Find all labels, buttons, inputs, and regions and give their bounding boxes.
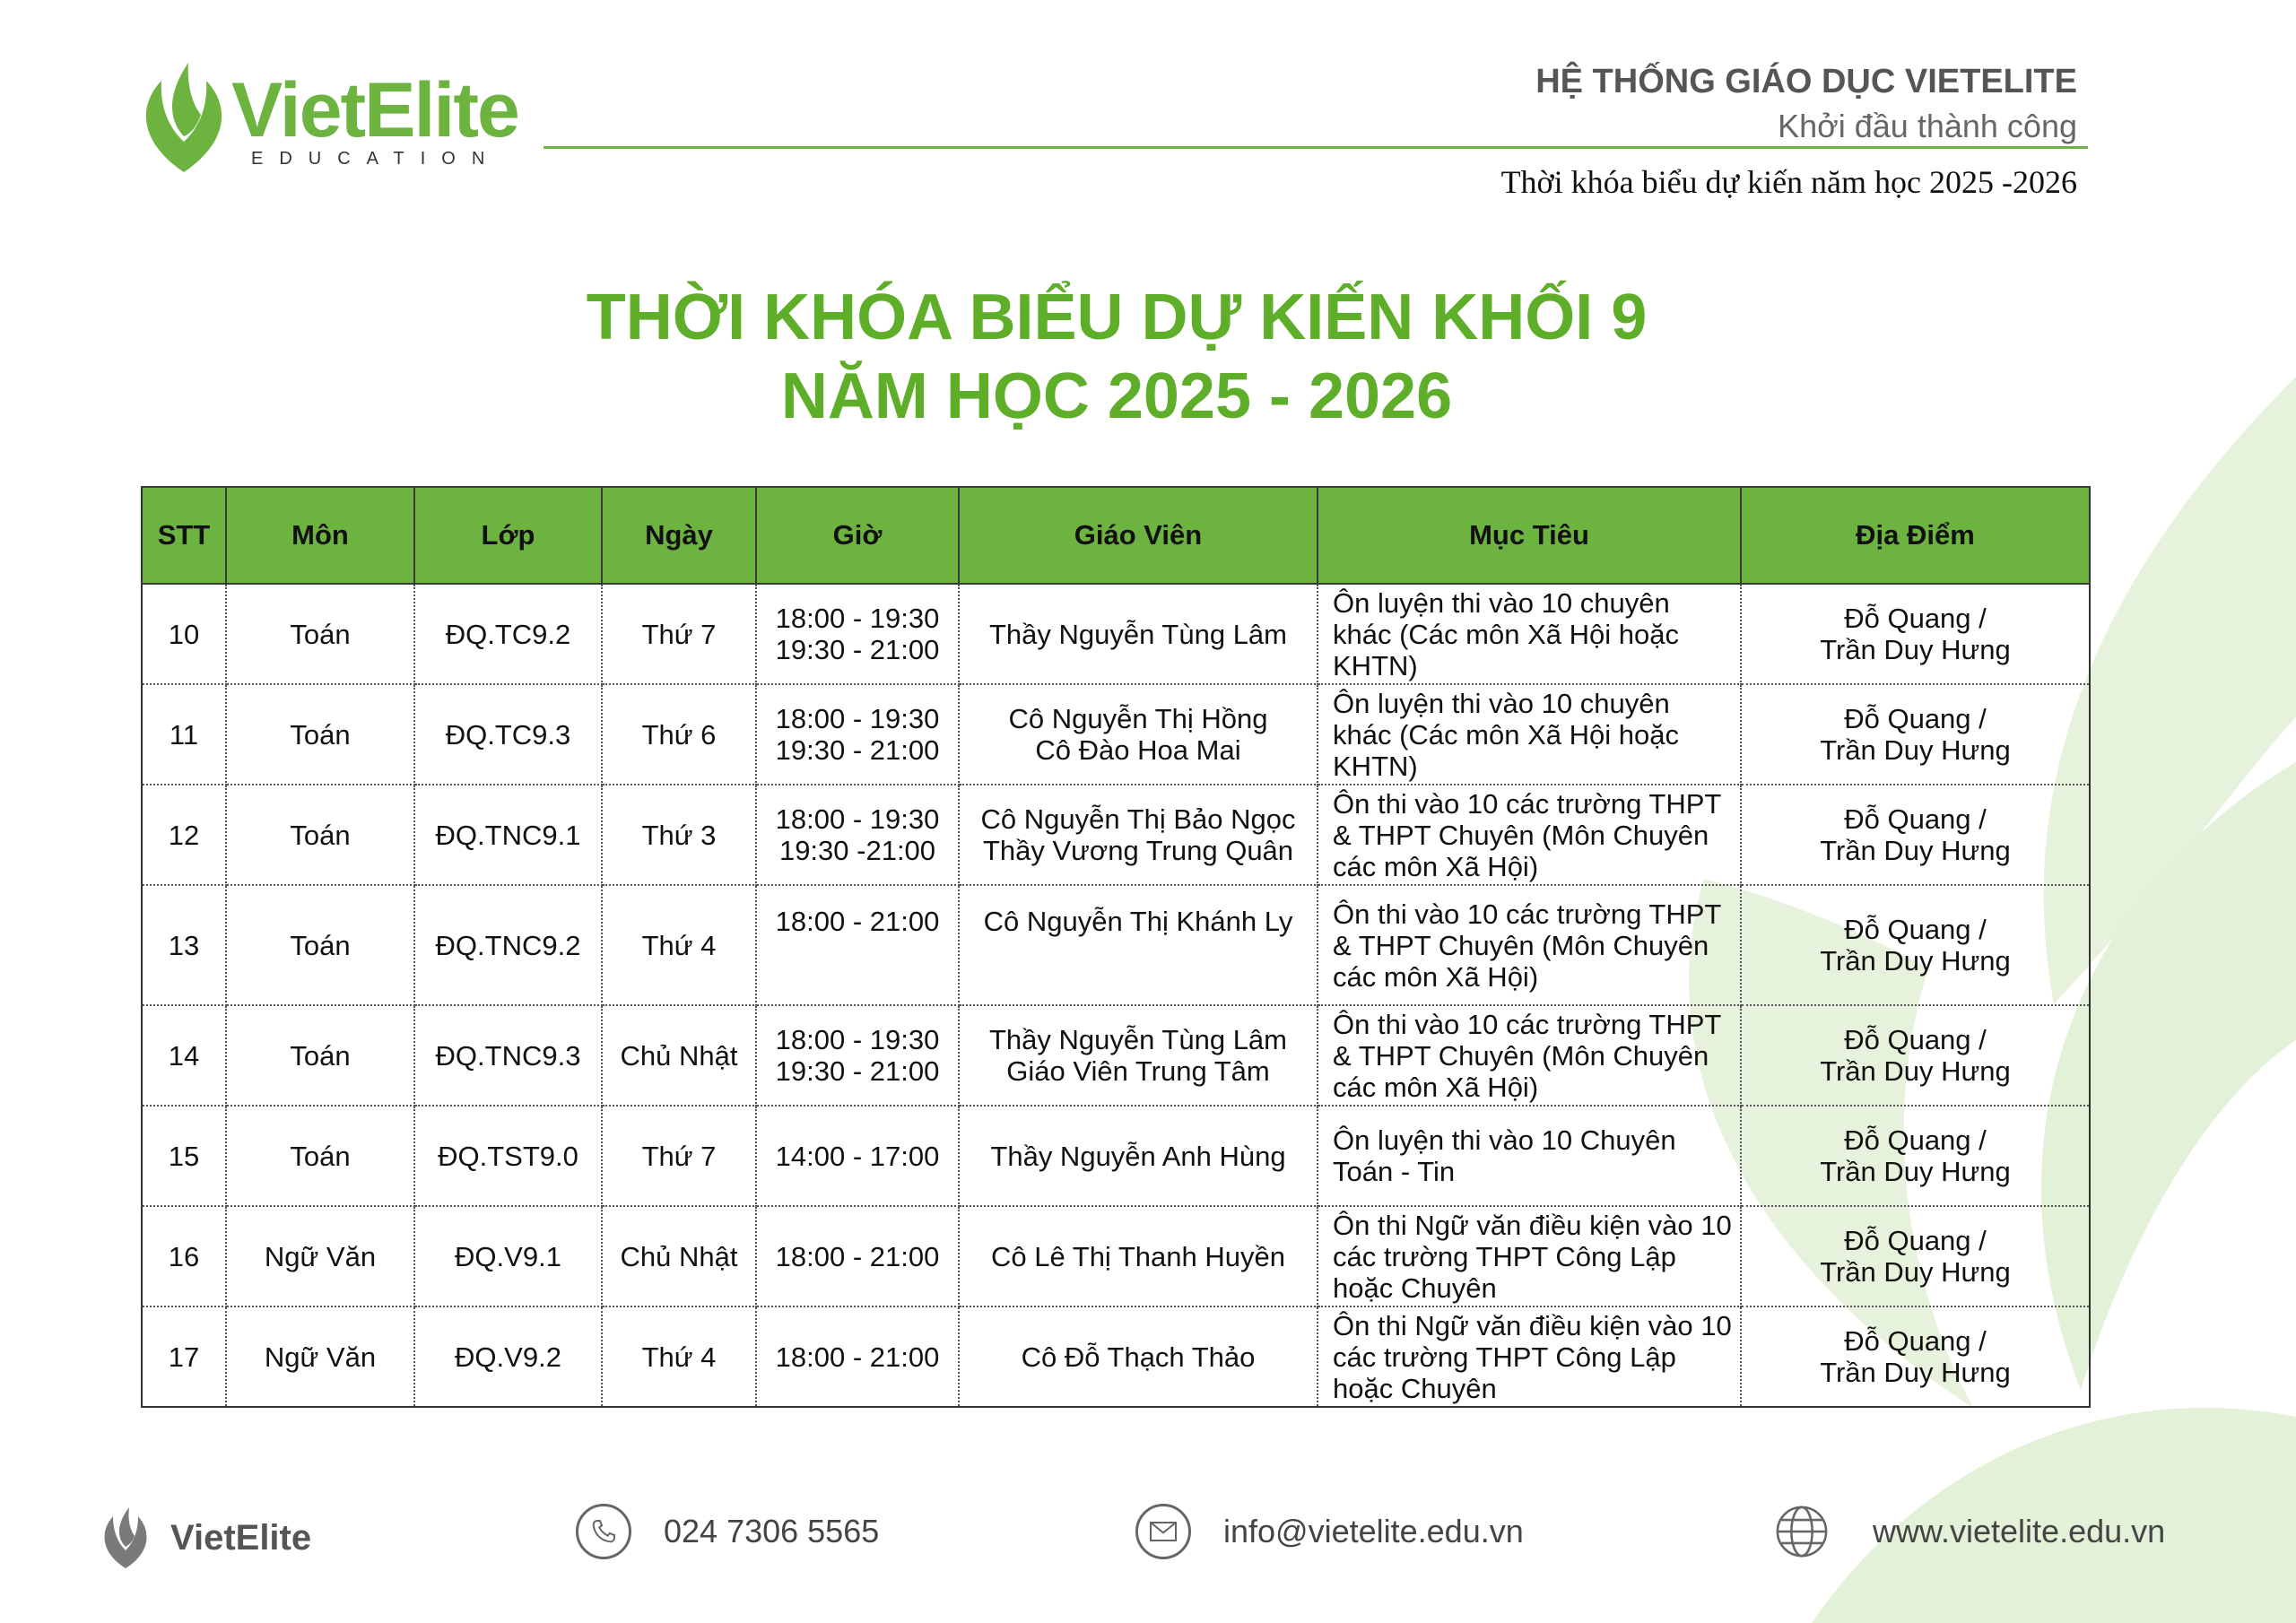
table-row bbox=[142, 785, 2090, 885]
cell-lop: ĐQ.TC9.3 bbox=[414, 684, 602, 785]
page-title-line-1: THỜI KHÓA BIỂU DỰ KIẾN KHỐI 9 bbox=[586, 282, 1648, 353]
cell-mon: Ngữ Văn bbox=[226, 1206, 414, 1306]
footer bbox=[0, 1484, 2296, 1574]
cell-giao-vien bbox=[959, 1306, 1318, 1407]
cell-gio bbox=[756, 584, 959, 684]
time-slot: 18:00 - 21:00 bbox=[775, 1240, 940, 1272]
time-slot: 18:00 - 19:30 bbox=[775, 803, 940, 835]
goal-line: & THPT Chuyên (Môn Chuyên bbox=[1333, 819, 1709, 851]
location-line: Đỗ Quang / bbox=[1844, 1225, 1987, 1256]
location-line: Đỗ Quang / bbox=[1844, 703, 1987, 734]
table-row bbox=[142, 885, 2090, 1005]
slogan: Khởi đầu thành công bbox=[1778, 108, 2077, 144]
cell-stt: 13 bbox=[142, 885, 226, 1005]
cell-ngay: Thứ 7 bbox=[602, 1106, 756, 1206]
goal-line: các môn Xã Hội) bbox=[1333, 1071, 1539, 1103]
location-line: Trần Duy Hưng bbox=[1820, 1055, 2011, 1087]
time-slot: 19:30 - 21:00 bbox=[775, 634, 940, 665]
time-slot: 18:00 - 19:30 bbox=[775, 703, 940, 734]
header-gio: Giờ bbox=[756, 487, 959, 584]
teacher-name: Cô Nguyễn Thị Khánh Ly bbox=[983, 906, 1293, 937]
logo-subtext: EDUCATION bbox=[251, 149, 501, 169]
cell-lop: ĐQ.V9.2 bbox=[414, 1306, 602, 1407]
cell-mon: Ngữ Văn bbox=[226, 1306, 414, 1407]
globe-icon bbox=[1774, 1504, 1830, 1559]
header-divider bbox=[544, 146, 2088, 149]
goal-line: & THPT Chuyên (Môn Chuyên bbox=[1333, 1039, 1709, 1072]
goal-line: Ôn thi Ngữ văn điều kiện vào 10 bbox=[1333, 1209, 1732, 1241]
header-mon: Môn bbox=[226, 487, 414, 584]
cell-mon: Toán bbox=[226, 885, 414, 1005]
cell-dia-diem bbox=[1741, 1206, 2090, 1306]
table-row bbox=[142, 1106, 2090, 1206]
time-slot: 19:30 - 21:00 bbox=[775, 1055, 940, 1087]
header-giao-vien: Giáo Viên bbox=[959, 487, 1318, 584]
cell-ngay: Chủ Nhật bbox=[602, 1005, 756, 1106]
table-row bbox=[142, 584, 2090, 684]
cell-muc-tieu bbox=[1318, 1306, 1741, 1407]
goal-line: Ôn thi Ngữ văn điều kiện vào 10 bbox=[1333, 1309, 1732, 1341]
cell-mon: Toán bbox=[226, 684, 414, 785]
teacher-name: Giáo Viên Trung Tâm bbox=[1006, 1055, 1270, 1087]
footer-website bbox=[1774, 1504, 2165, 1559]
header-lop: Lớp bbox=[414, 487, 602, 584]
cell-giao-vien bbox=[959, 684, 1318, 785]
cell-mon: Toán bbox=[226, 785, 414, 885]
cell-dia-diem bbox=[1741, 684, 2090, 785]
cell-giao-vien bbox=[959, 785, 1318, 885]
goal-line: Ôn luyện thi vào 10 chuyên bbox=[1333, 586, 1670, 619]
goal-line: Ôn luyện thi vào 10 Chuyên bbox=[1333, 1124, 1676, 1156]
cell-dia-diem bbox=[1741, 1106, 2090, 1206]
cell-ngay: Thứ 4 bbox=[602, 1306, 756, 1407]
teacher-name: Cô Nguyễn Thị Hồng bbox=[1008, 703, 1268, 734]
cell-muc-tieu bbox=[1318, 1206, 1741, 1306]
time-slot: 18:00 - 19:30 bbox=[775, 603, 940, 634]
cell-muc-tieu bbox=[1318, 584, 1741, 684]
teacher-name: Cô Đào Hoa Mai bbox=[1035, 734, 1241, 766]
cell-ngay: Thứ 3 bbox=[602, 785, 756, 885]
cell-giao-vien bbox=[959, 1206, 1318, 1306]
location-line: Đỗ Quang / bbox=[1844, 1325, 1987, 1357]
goal-line: các trường THPT Công Lập bbox=[1333, 1240, 1676, 1272]
time-slot: 18:00 - 21:00 bbox=[775, 1341, 940, 1373]
phone-number[interactable]: 024 7306 5565 bbox=[664, 1513, 880, 1549]
teacher-name: Thầy Nguyễn Tùng Lâm bbox=[988, 618, 1287, 650]
cell-lop: ĐQ.V9.1 bbox=[414, 1206, 602, 1306]
cell-stt: 11 bbox=[142, 684, 226, 785]
cell-muc-tieu bbox=[1318, 885, 1741, 1005]
teacher-name: Cô Lê Thị Thanh Huyền bbox=[990, 1240, 1285, 1272]
cell-stt: 15 bbox=[142, 1106, 226, 1206]
cell-lop: ĐQ.TNC9.3 bbox=[414, 1005, 602, 1106]
time-slot: 19:30 - 21:00 bbox=[775, 734, 940, 766]
cell-gio bbox=[756, 885, 959, 1005]
header-dia-diem: Địa Điểm bbox=[1741, 487, 2090, 584]
cell-ngay: Thứ 6 bbox=[602, 684, 756, 785]
location-line: Trần Duy Hưng bbox=[1820, 1357, 2011, 1388]
phone-icon bbox=[576, 1504, 631, 1559]
cell-gio bbox=[756, 1206, 959, 1306]
location-line: Trần Duy Hưng bbox=[1820, 634, 2011, 665]
goal-line: Ôn thi vào 10 các trường THPT bbox=[1333, 787, 1722, 820]
cell-stt: 17 bbox=[142, 1306, 226, 1407]
time-slot: 14:00 - 17:00 bbox=[775, 1140, 940, 1172]
cell-muc-tieu bbox=[1318, 684, 1741, 785]
cell-stt: 10 bbox=[142, 584, 226, 684]
cell-ngay: Chủ Nhật bbox=[602, 1206, 756, 1306]
time-slot: 19:30 -21:00 bbox=[778, 835, 936, 866]
goal-line: hoặc Chuyên bbox=[1333, 1271, 1497, 1304]
cell-giao-vien bbox=[959, 1005, 1318, 1106]
cell-gio bbox=[756, 1306, 959, 1407]
teacher-name: Cô Đỗ Thạch Thảo bbox=[1021, 1341, 1256, 1373]
cell-lop: ĐQ.TC9.2 bbox=[414, 584, 602, 684]
table-header-row bbox=[142, 487, 2090, 584]
cell-ngay: Thứ 4 bbox=[602, 885, 756, 1005]
location-line: Đỗ Quang / bbox=[1844, 603, 1987, 634]
goal-line: khác (Các môn Xã Hội hoặc bbox=[1333, 618, 1679, 650]
cell-stt: 12 bbox=[142, 785, 226, 885]
teacher-name: Thầy Vương Trung Quân bbox=[982, 835, 1294, 866]
cell-gio bbox=[756, 1005, 959, 1106]
teacher-name: Thầy Nguyễn Tùng Lâm bbox=[988, 1024, 1287, 1055]
cell-mon: Toán bbox=[226, 1005, 414, 1106]
cell-ngay: Thứ 7 bbox=[602, 584, 756, 684]
cell-muc-tieu bbox=[1318, 1106, 1741, 1206]
location-line: Trần Duy Hưng bbox=[1820, 835, 2011, 866]
mail-icon bbox=[1135, 1504, 1191, 1559]
schedule-table bbox=[141, 486, 2091, 1408]
header-stt: STT bbox=[142, 487, 226, 584]
vietelite-logo bbox=[135, 56, 547, 181]
logo-wordmark: VietElite bbox=[231, 67, 518, 153]
footer-brand bbox=[99, 1504, 311, 1572]
goal-line: hoặc Chuyên bbox=[1333, 1372, 1497, 1404]
header-ngay: Ngày bbox=[602, 487, 756, 584]
cell-lop: ĐQ.TNC9.1 bbox=[414, 785, 602, 885]
goal-line: KHTN) bbox=[1333, 649, 1418, 681]
location-line: Đỗ Quang / bbox=[1844, 803, 1987, 835]
teacher-name: Thầy Nguyễn Anh Hùng bbox=[990, 1140, 1286, 1172]
location-line: Trần Duy Hưng bbox=[1820, 734, 2011, 766]
goal-line: Ôn thi vào 10 các trường THPT bbox=[1333, 898, 1722, 930]
goal-line: các môn Xã Hội) bbox=[1333, 960, 1539, 993]
cell-stt: 14 bbox=[142, 1005, 226, 1106]
table-row bbox=[142, 1206, 2090, 1306]
location-line: Đỗ Quang / bbox=[1844, 914, 1987, 945]
cell-stt: 16 bbox=[142, 1206, 226, 1306]
page-title-line-2: NĂM HỌC 2025 - 2026 bbox=[780, 360, 1453, 432]
cell-giao-vien bbox=[959, 885, 1318, 1005]
time-slot: 18:00 - 19:30 bbox=[775, 1024, 940, 1055]
goal-line: KHTN) bbox=[1333, 750, 1418, 782]
cell-dia-diem bbox=[1741, 1005, 2090, 1106]
cell-mon: Toán bbox=[226, 584, 414, 684]
goal-line: & THPT Chuyên (Môn Chuyên bbox=[1333, 929, 1709, 961]
table-row bbox=[142, 684, 2090, 785]
document-subtitle: Thời khóa biểu dự kiến năm học 2025 -2026 bbox=[1500, 164, 2077, 200]
location-line: Đỗ Quang / bbox=[1844, 1024, 1987, 1055]
cell-gio bbox=[756, 1106, 959, 1206]
cell-muc-tieu bbox=[1318, 1005, 1741, 1106]
footer-email bbox=[1135, 1504, 1524, 1559]
goal-line: khác (Các môn Xã Hội hoặc bbox=[1333, 718, 1679, 751]
time-slot: 18:00 - 21:00 bbox=[775, 906, 940, 937]
cell-lop: ĐQ.TNC9.2 bbox=[414, 885, 602, 1005]
location-line: Đỗ Quang / bbox=[1844, 1124, 1987, 1156]
goal-line: Toán - Tin bbox=[1333, 1156, 1456, 1187]
cell-lop: ĐQ.TST9.0 bbox=[414, 1106, 602, 1206]
logo-icon bbox=[99, 1504, 152, 1572]
cell-giao-vien bbox=[959, 584, 1318, 684]
cell-dia-diem bbox=[1741, 584, 2090, 684]
cell-giao-vien bbox=[959, 1106, 1318, 1206]
location-line: Trần Duy Hưng bbox=[1820, 1256, 2011, 1288]
cell-dia-diem bbox=[1741, 885, 2090, 1005]
footer-brand-name: VietElite bbox=[170, 1517, 312, 1558]
cell-gio bbox=[756, 684, 959, 785]
goal-line: Ôn luyện thi vào 10 chuyên bbox=[1333, 687, 1670, 719]
cell-gio bbox=[756, 785, 959, 885]
footer-phone bbox=[576, 1504, 879, 1559]
cell-mon: Toán bbox=[226, 1106, 414, 1206]
table-row bbox=[142, 1005, 2090, 1106]
goal-line: các trường THPT Công Lập bbox=[1333, 1341, 1676, 1373]
cell-muc-tieu bbox=[1318, 785, 1741, 885]
header-muc-tieu: Mục Tiêu bbox=[1318, 487, 1741, 584]
table-row bbox=[142, 1306, 2090, 1407]
location-line: Trần Duy Hưng bbox=[1820, 945, 2011, 976]
location-line: Trần Duy Hưng bbox=[1820, 1156, 2011, 1187]
website-link[interactable]: www.vietelite.edu.vn bbox=[1873, 1513, 2166, 1549]
goal-line: Ôn thi vào 10 các trường THPT bbox=[1333, 1008, 1722, 1040]
cell-dia-diem bbox=[1741, 1306, 2090, 1407]
cell-dia-diem bbox=[1741, 785, 2090, 885]
goal-line: các môn Xã Hội) bbox=[1333, 850, 1539, 882]
organization-name: HỆ THỐNG GIÁO DỤC VIETELITE bbox=[1535, 63, 2077, 100]
logo-leaf-icon bbox=[135, 56, 233, 181]
teacher-name: Cô Nguyễn Thị Bảo Ngọc bbox=[980, 803, 1296, 835]
email-link[interactable]: info@vietelite.edu.vn bbox=[1223, 1513, 1524, 1549]
